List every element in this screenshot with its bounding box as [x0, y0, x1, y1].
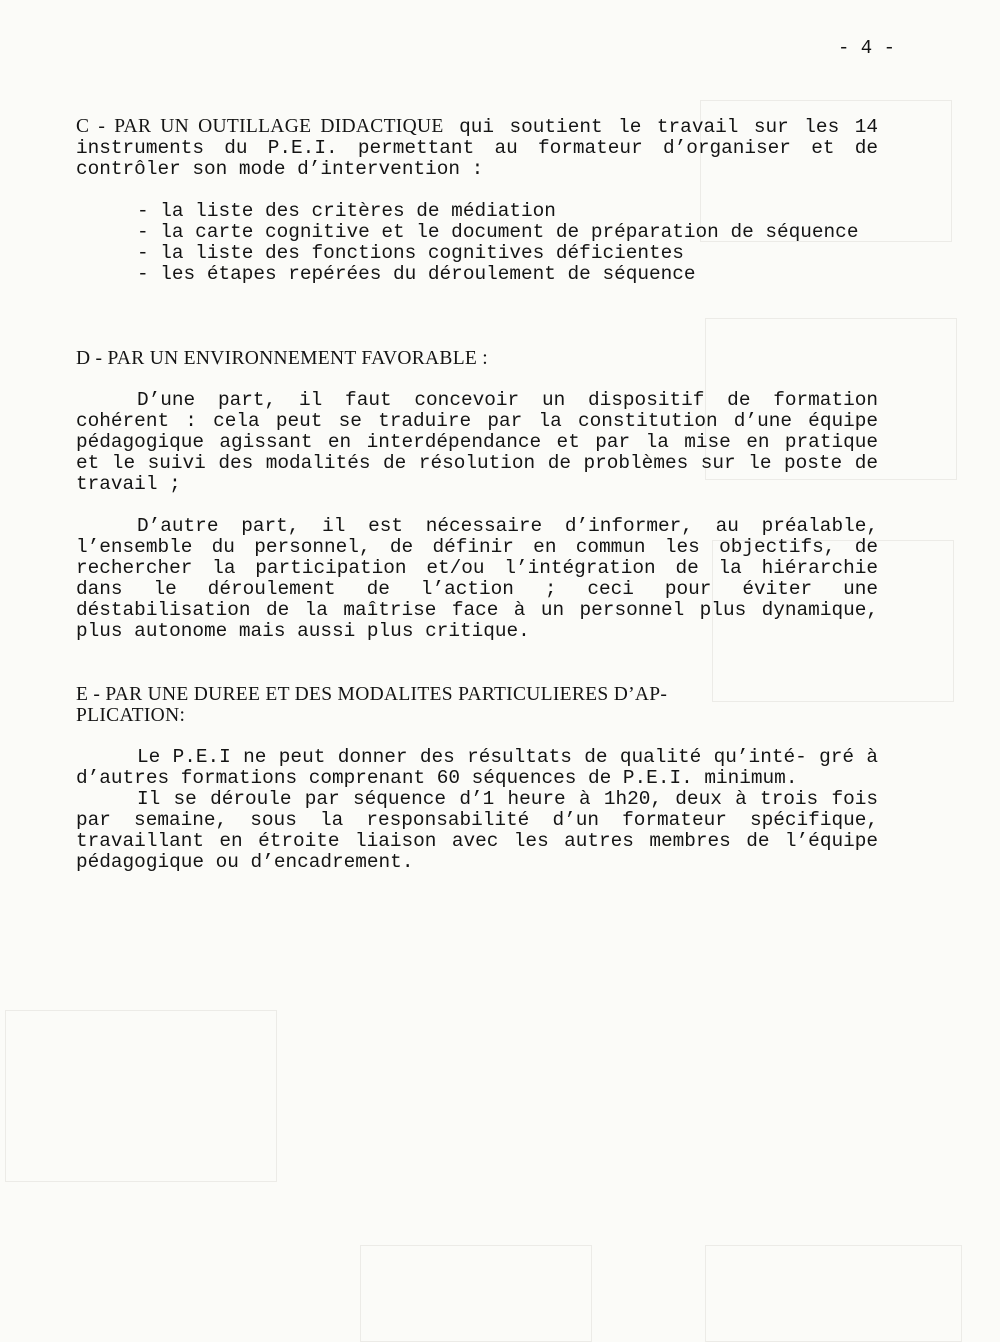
list-item: - la liste des critères de médiation — [137, 200, 556, 222]
section-c-intro-text: qui soutient le travail sur les 14 instruments du P.E.I. permettant au formateur d’organiser et de contrôler son mode d’intervention : — [76, 116, 878, 180]
list-item: - les étapes repérées du déroulement de séquence — [137, 263, 696, 285]
section-d-paragraph: D’une part, il faut concevoir un dispositif de formation cohérent : cela peut se traduire par la constitution d’une équipe pédagogique agissant en interdépendance et par la mise en pratique et le suivi des modalités de résolution de problèmes sur le poste de travail ; — [76, 389, 878, 495]
section-e-heading — [76, 684, 878, 726]
section-e-heading-line1: E - PAR UNE DUREE ET DES MODALITES PARTICULIERES D’AP- — [76, 684, 668, 705]
page-number: - 4 - — [838, 37, 896, 59]
show-through-frame — [705, 1245, 962, 1342]
section-d-heading: D - PAR UN ENVIRONNEMENT FAVORABLE : — [76, 348, 489, 369]
section-e — [76, 684, 878, 873]
section-d — [76, 348, 878, 642]
section-c-heading: C - PAR UN OUTILLAGE DIDACTIQUE — [76, 116, 444, 137]
section-d-paragraph: D’autre part, il est nécessaire d’informer, au préalable, l’ensemble du personnel, de définir en commun les objectifs, de rechercher la participation et/ou l’intégration de la hiérarchie dans le déroulement de l’action ; ceci pour éviter une déstabilisation de la maîtrise face à un personnel plus dynamique, plus autonome mais aussi plus critique. — [76, 515, 878, 642]
show-through-frame — [5, 1010, 277, 1182]
list-item: - la liste des fonctions cognitives déficientes — [137, 242, 684, 264]
section-e-paragraph: Le P.E.I ne peut donner des résultats de qualité qu’inté- gré à d’autres formations comprenant 60 séquences de P.E.I. minimum. — [76, 746, 878, 789]
section-e-heading-line2: PLICATION: — [76, 705, 186, 726]
show-through-frame — [360, 1245, 592, 1342]
section-c-intro — [76, 116, 878, 180]
section-e-paragraph: Il se déroule par séquence d’1 heure à 1h20, deux à trois fois par semaine, sous la responsabilité d’un formateur spécifique, travaillant en étroite liaison avec les autres membres de l’équipe pédagogique ou d’encadrement. — [76, 788, 878, 873]
list-item: - la carte cognitive et le document de préparation de séquence — [137, 221, 859, 243]
document-body — [76, 116, 878, 873]
section-c-list — [137, 201, 878, 285]
section-c — [76, 116, 878, 285]
